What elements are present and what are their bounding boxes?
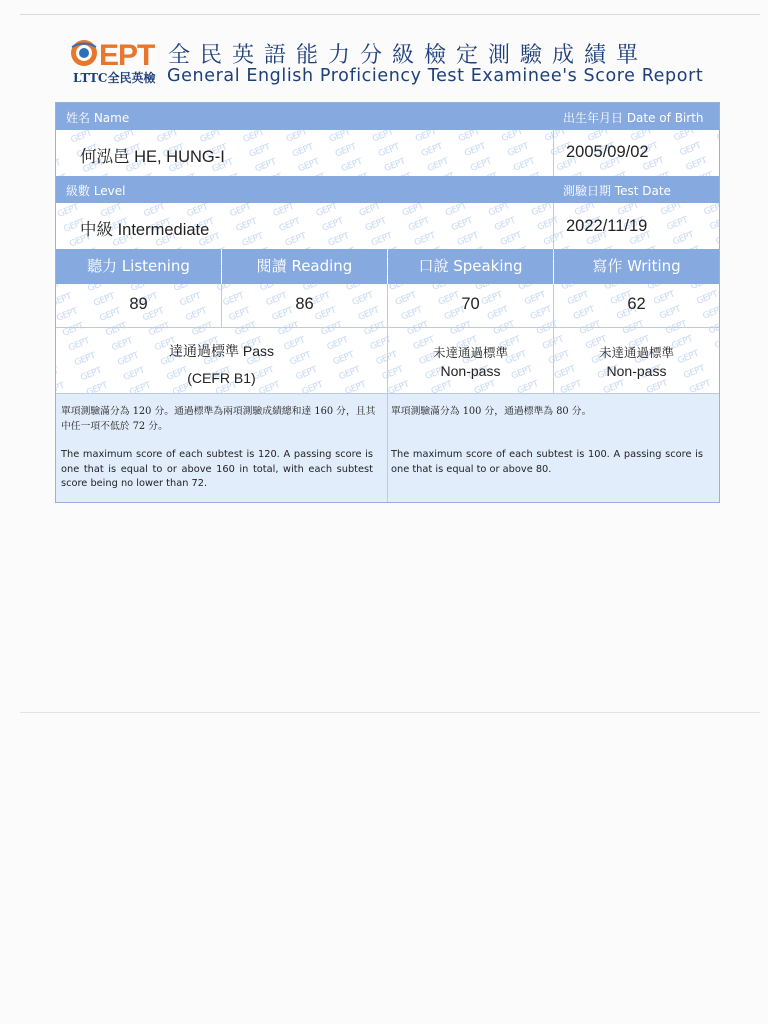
svg-text:EPT: EPT <box>99 39 155 70</box>
level-label: 級數 Level <box>66 184 126 198</box>
scoring-notes <box>56 393 719 503</box>
speaking-result-cn: 未達通過標準 <box>432 345 508 360</box>
report-title-english: General English Proficiency Test Examinee's Score Report <box>167 66 704 86</box>
divider <box>56 327 719 328</box>
scan-fold-line <box>20 712 760 713</box>
note-speaking-writing-cn: 單項測驗滿分為 100 分，通過標準為 80 分。 <box>391 406 592 417</box>
note-listening-reading-cn: 單項測驗滿分為 120 分。通過標準為兩項測驗成績總和達 160 分，且其中任一項不低於 72 分。 <box>61 406 376 432</box>
scan-edge-top <box>20 14 760 15</box>
level-value: 中級 Intermediate <box>80 221 210 239</box>
test-date-label: 測驗日期 Test Date <box>563 184 671 198</box>
score-speaking: 70 <box>461 295 480 313</box>
gept-logo-icon <box>70 36 156 70</box>
speaking-result-en: Non-pass <box>440 363 501 379</box>
gept-logo <box>70 36 156 88</box>
subtest-header-reading: 閱讀 Reading <box>222 249 387 284</box>
subtest-header-writing: 寫作 Writing <box>554 249 719 284</box>
divider <box>221 284 222 327</box>
divider <box>387 394 388 503</box>
score-listening: 89 <box>129 295 148 313</box>
divider <box>553 203 554 249</box>
note-listening-reading-en: The maximum score of each subtest is 120. A passing score is one that is equal to or above 160 in total, with each subtest score being no lower than 72. <box>61 449 373 489</box>
dob-value: 2005/09/02 <box>566 143 649 161</box>
logo-subtitle: LTTC全民英檢 <box>73 71 156 85</box>
note-speaking-writing-en: The maximum score of each subtest is 100. A passing score is one that is equal to or above 80. <box>391 449 703 475</box>
subtest-header-speaking: 口說 Speaking <box>388 249 553 284</box>
name-header-bar <box>56 103 719 130</box>
subtest-header-listening: 聽力 Listening <box>56 249 221 284</box>
name-label: 姓名 Name <box>66 111 130 125</box>
test-date-value: 2022/11/19 <box>566 217 648 235</box>
score-reading: 86 <box>295 295 314 313</box>
score-writing: 62 <box>627 295 646 313</box>
listening-reading-result: 達通過標準 Pass <box>168 343 274 359</box>
dob-label: 出生年月日 Date of Birth <box>563 111 704 125</box>
report-title-chinese: 全民英語能力分級檢定測驗成績單 <box>168 43 649 68</box>
level-header-bar <box>56 176 719 203</box>
score-report-card <box>55 102 720 503</box>
name-value: 何泓邑 HE, HUNG-I <box>80 148 225 166</box>
writing-result-en: Non-pass <box>606 363 667 379</box>
cefr-level: (CEFR B1) <box>187 370 256 386</box>
divider <box>553 130 554 176</box>
writing-result-cn: 未達通過標準 <box>598 345 674 360</box>
